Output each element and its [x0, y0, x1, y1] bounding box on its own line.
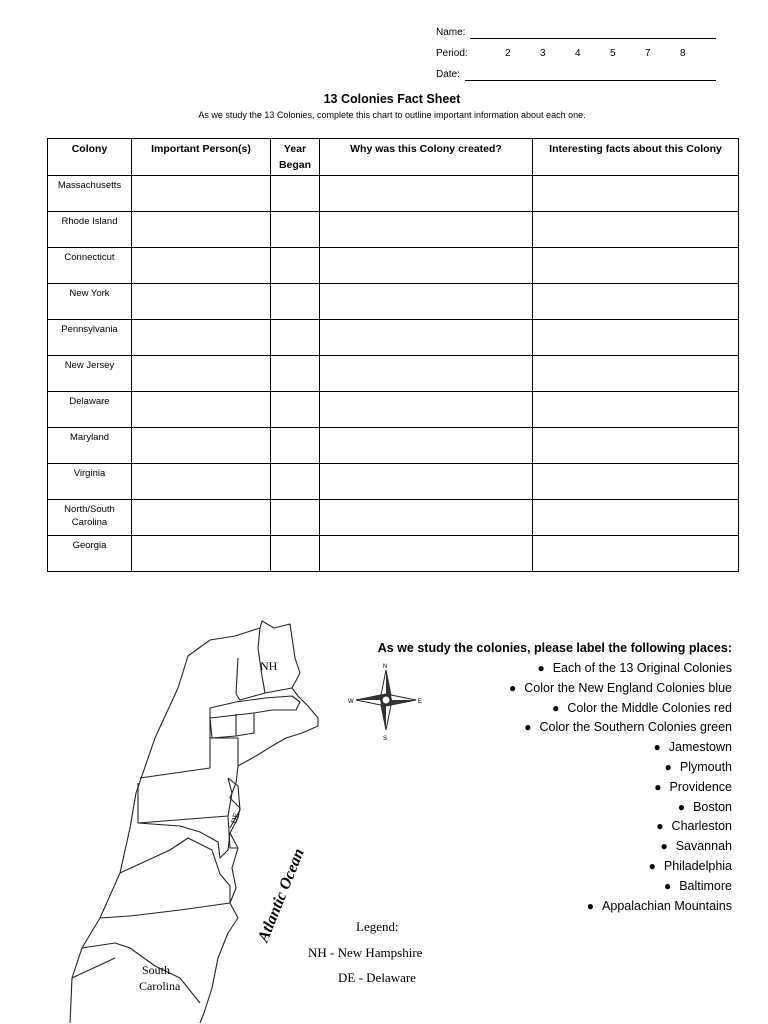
colony-name: Pennsylvania [48, 320, 132, 356]
important-persons-cell[interactable] [132, 320, 271, 356]
important-persons-cell[interactable] [132, 284, 271, 320]
table-row [48, 428, 739, 464]
compass-n-label: N [383, 664, 388, 670]
list-item: ● Appalachian Mountains [509, 897, 732, 917]
list-item: ● Charleston [509, 817, 732, 837]
interesting-facts-cell[interactable] [533, 248, 739, 284]
important-persons-cell[interactable] [132, 392, 271, 428]
period-option[interactable]: 2 [505, 48, 511, 59]
column-header-why-created: Why was this Colony created? [320, 139, 533, 176]
column-header-important-persons: Important Person(s) [132, 139, 271, 176]
bullet-icon: ● [552, 700, 560, 715]
important-persons-cell[interactable] [132, 356, 271, 392]
list-item: ● Plymouth [509, 758, 732, 778]
date-field[interactable] [465, 80, 716, 81]
interesting-facts-cell[interactable] [533, 428, 739, 464]
period-option[interactable]: 7 [645, 48, 651, 59]
why-created-cell[interactable] [320, 356, 533, 392]
list-item: ● Jamestown [509, 738, 732, 758]
bullet-icon: ● [663, 878, 672, 893]
colony-name: New York [48, 284, 132, 320]
legend-title: Legend: [356, 919, 399, 934]
list-item: ● Each of the 13 Original Colonies [509, 659, 732, 679]
interesting-facts-cell[interactable] [533, 464, 739, 500]
colony-name: Rhode Island [48, 212, 132, 248]
table-row [48, 536, 739, 572]
map-georgia [72, 958, 115, 978]
map-label-nh: NH [260, 659, 278, 673]
bullet-icon: ● [648, 858, 656, 873]
interesting-facts-cell[interactable] [533, 284, 739, 320]
label-instructions-title: As we study the colonies, please label the following places: [377, 641, 732, 655]
map-south-carolina [82, 943, 200, 1003]
colony-name: New Jersey [48, 356, 132, 392]
table-row [48, 320, 739, 356]
page-subtitle: As we study the 13 Colonies, complete this chart to outline important information about each one. [198, 110, 586, 120]
table-row [48, 500, 739, 536]
name-row [436, 27, 465, 38]
year-began-cell[interactable] [271, 536, 320, 572]
period-label: Period: [436, 48, 468, 59]
list-item: ● Baltimore [509, 877, 732, 897]
period-option[interactable]: 8 [680, 48, 686, 59]
year-began-cell[interactable] [271, 320, 320, 356]
important-persons-cell[interactable] [132, 536, 271, 572]
year-began-cell[interactable] [271, 248, 320, 284]
year-began-cell[interactable] [271, 392, 320, 428]
column-header-interesting-facts: Interesting facts about this Colony [533, 139, 739, 176]
important-persons-cell[interactable] [132, 176, 271, 212]
why-created-cell[interactable] [320, 212, 533, 248]
why-created-cell[interactable] [320, 176, 533, 212]
interesting-facts-cell[interactable] [533, 176, 739, 212]
map-pennsylvania [138, 778, 232, 823]
name-label: Name: [436, 27, 466, 38]
bullet-icon: ● [660, 839, 668, 854]
interesting-facts-cell[interactable] [533, 392, 739, 428]
colony-fact-table [47, 138, 739, 572]
map-label-atlantic-ocean: Atlantic Ocean [254, 846, 308, 945]
list-item: ● Color the Southern Colonies green [509, 718, 732, 738]
bullet-icon: ● [586, 898, 595, 913]
colony-name: Georgia [48, 536, 132, 572]
name-field[interactable] [470, 38, 716, 39]
list-item: ● Boston [509, 798, 732, 818]
date-label: Date: [436, 69, 460, 80]
map-outline [70, 621, 318, 1023]
year-began-cell[interactable] [271, 464, 320, 500]
bullet-icon: ● [656, 819, 664, 834]
map-virginia [120, 838, 230, 903]
table-row [48, 392, 739, 428]
period-option[interactable]: 3 [540, 48, 546, 59]
colony-name: Connecticut [48, 248, 132, 284]
colonies-outline-map [60, 618, 480, 1024]
why-created-cell[interactable] [320, 536, 533, 572]
interesting-facts-cell[interactable] [533, 500, 739, 536]
bullet-icon: ● [654, 779, 662, 794]
year-began-cell[interactable] [271, 284, 320, 320]
column-header-year-began: Year Began [271, 139, 320, 176]
why-created-cell[interactable] [320, 392, 533, 428]
why-created-cell[interactable] [320, 320, 533, 356]
table-row [48, 284, 739, 320]
colony-name: North/South Carolina [48, 500, 132, 536]
colony-name: Massachusetts [48, 176, 132, 212]
year-began-cell[interactable] [271, 500, 320, 536]
list-item: ● Color the Middle Colonies red [509, 699, 732, 719]
page-title: 13 Colonies Fact Sheet [323, 92, 461, 106]
date-row [436, 69, 460, 80]
table-row [48, 212, 739, 248]
map-new-york [140, 708, 238, 778]
table-row [48, 248, 739, 284]
map-label-carolina: Carolina [139, 979, 181, 993]
important-persons-cell[interactable] [132, 464, 271, 500]
table-row [48, 464, 739, 500]
year-began-cell[interactable] [271, 212, 320, 248]
why-created-cell[interactable] [320, 500, 533, 536]
interesting-facts-cell[interactable] [533, 356, 739, 392]
important-persons-cell[interactable] [132, 248, 271, 284]
label-instructions-list [509, 659, 732, 916]
map-label-south: South [142, 963, 171, 977]
colony-name: Delaware [48, 392, 132, 428]
list-item: ● Savannah [509, 837, 732, 857]
why-created-cell[interactable] [320, 464, 533, 500]
interesting-facts-cell[interactable] [533, 536, 739, 572]
why-created-cell[interactable] [320, 428, 533, 464]
bullet-icon: ● [524, 720, 532, 735]
compass-rose-icon [348, 664, 422, 742]
list-item: ● Color the New England Colonies blue [509, 679, 732, 699]
important-persons-cell[interactable] [132, 500, 271, 536]
table-row [48, 356, 739, 392]
period-option[interactable]: 4 [575, 48, 581, 59]
bullet-icon: ● [653, 740, 661, 755]
interesting-facts-cell[interactable] [533, 320, 739, 356]
period-option[interactable]: 5 [610, 48, 616, 59]
bullet-icon: ● [664, 759, 672, 774]
year-began-cell[interactable] [271, 356, 320, 392]
column-header-colony: Colony [48, 139, 132, 176]
list-item: ● Philadelphia [509, 857, 732, 877]
map-label-de: DE [229, 811, 241, 825]
why-created-cell[interactable] [320, 284, 533, 320]
compass-e-label: E [418, 699, 423, 705]
map-north-carolina [100, 903, 230, 918]
colony-name: Maryland [48, 428, 132, 464]
bullet-icon: ● [537, 661, 545, 675]
important-persons-cell[interactable] [132, 212, 271, 248]
bullet-icon: ● [677, 799, 686, 814]
important-persons-cell[interactable] [132, 428, 271, 464]
list-item: ● Providence [509, 778, 732, 798]
interesting-facts-cell[interactable] [533, 212, 739, 248]
compass-s-label: S [383, 736, 388, 742]
period-row [436, 48, 468, 59]
bullet-icon: ● [508, 680, 517, 695]
map-massachusetts [210, 696, 300, 718]
legend-item-de: DE - Delaware [338, 970, 416, 985]
year-began-cell[interactable] [271, 428, 320, 464]
year-began-cell[interactable] [271, 176, 320, 212]
table-row [48, 176, 739, 212]
why-created-cell[interactable] [320, 248, 533, 284]
compass-w-label: W [348, 699, 354, 705]
table-header-row [48, 139, 739, 176]
legend-item-nh: NH - New Hampshire [308, 945, 423, 960]
colony-name: Virginia [48, 464, 132, 500]
